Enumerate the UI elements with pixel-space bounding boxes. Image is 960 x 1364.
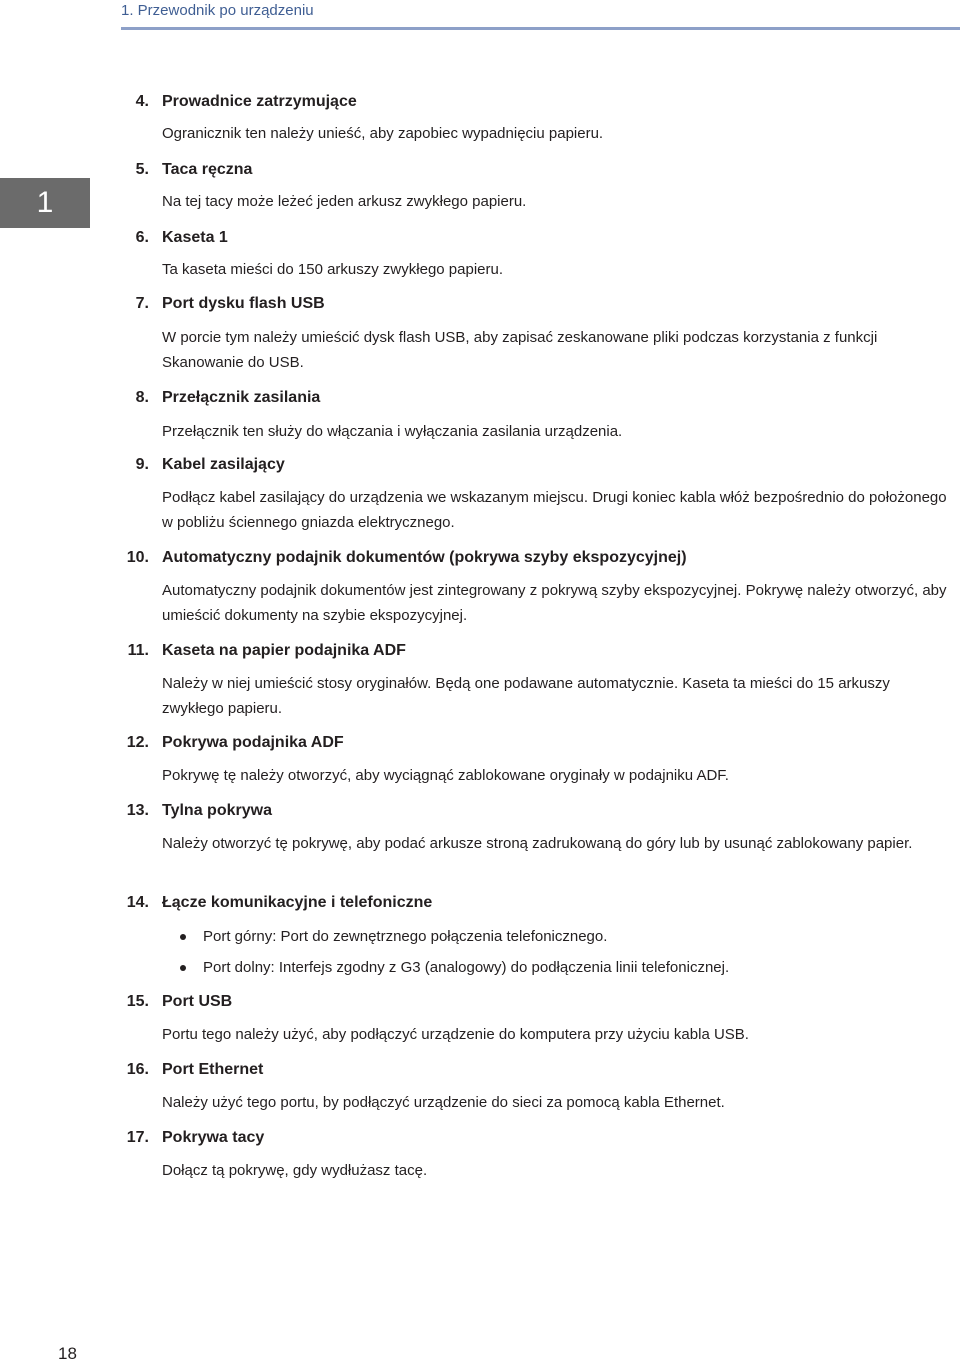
item-title: Łącze komunikacyjne i telefoniczne bbox=[162, 894, 433, 911]
list-item-heading bbox=[0, 990, 960, 1014]
list-item-heading bbox=[0, 226, 960, 250]
list-item-heading bbox=[0, 90, 960, 114]
list-item-heading bbox=[0, 386, 960, 410]
item-description: Należy otworzyć tę pokrywę, aby podać arkusze stroną zadrukowaną do góry lub by usunąć zablokowany papier. bbox=[162, 835, 913, 852]
item-number: 12. bbox=[126, 734, 149, 751]
list-item-heading bbox=[0, 292, 960, 316]
item-number: 16. bbox=[126, 1061, 149, 1078]
running-header: 1. Przewodnik po urządzeniu bbox=[121, 2, 314, 19]
item-number: 11. bbox=[127, 642, 149, 659]
item-description: Pokrywę tę należy otworzyć, aby wyciągnąć zablokowane oryginały w podajniku ADF. bbox=[162, 767, 729, 784]
item-description: Ta kaseta mieści do 150 arkuszy zwykłego papieru. bbox=[162, 261, 504, 278]
list-item-heading bbox=[0, 1126, 960, 1150]
list-item-heading bbox=[0, 639, 960, 663]
bullet-text: Port górny: Port do zewnętrznego połączenia telefonicznego. bbox=[203, 928, 608, 945]
item-description: Ogranicznik ten należy unieść, aby zapobiec wypadnięciu papieru. bbox=[162, 125, 604, 142]
chapter-tab: 1 bbox=[0, 178, 90, 228]
item-number: 10. bbox=[126, 549, 149, 566]
item-title: Kaseta 1 bbox=[162, 229, 228, 246]
item-number: 6. bbox=[135, 229, 149, 246]
item-number: 17. bbox=[126, 1129, 149, 1146]
header-divider bbox=[121, 27, 960, 30]
list-item-heading bbox=[0, 1058, 960, 1082]
item-title: Kabel zasilający bbox=[162, 456, 285, 473]
item-title: Port Ethernet bbox=[162, 1061, 264, 1078]
item-number: 5. bbox=[135, 161, 149, 178]
list-item-heading bbox=[0, 731, 960, 755]
item-title: Kaseta na papier podajnika ADF bbox=[162, 642, 406, 659]
item-title: Przełącznik zasilania bbox=[162, 389, 321, 406]
item-number: 14. bbox=[126, 894, 149, 911]
item-title: Prowadnice zatrzymujące bbox=[162, 93, 357, 110]
item-number: 8. bbox=[135, 389, 149, 406]
item-title: Automatyczny podajnik dokumentów (pokrywa szyby ekspozycyjnej) bbox=[162, 549, 687, 566]
list-item-heading bbox=[0, 799, 960, 823]
bullet-icon bbox=[180, 934, 186, 940]
item-title: Pokrywa tacy bbox=[162, 1129, 265, 1146]
list-item-heading bbox=[0, 891, 960, 915]
item-description: W porcie tym należy umieścić dysk flash USB, aby zapisać zeskanowane pliki podczas korzystania z funkcji Skanowanie do USB. bbox=[162, 329, 878, 371]
bullet-icon bbox=[180, 965, 186, 971]
item-title: Port USB bbox=[162, 993, 233, 1010]
page-number: 18 bbox=[58, 1344, 77, 1363]
item-number: 7. bbox=[135, 295, 149, 312]
item-title: Tylna pokrywa bbox=[162, 802, 272, 819]
item-description: Należy w niej umieścić stosy oryginałów. Będą one podawane automatycznie. Kaseta ta mieści do 15 arkuszy zwykłego papieru. bbox=[162, 675, 890, 717]
item-title: Port dysku flash USB bbox=[162, 295, 325, 312]
bullet-text: Port dolny: Interfejs zgodny z G3 (analogowy) do podłączenia linii telefonicznej. bbox=[203, 959, 730, 976]
item-number: 4. bbox=[135, 93, 149, 110]
item-description: Podłącz kabel zasilający do urządzenia we wskazanym miejscu. Drugi koniec kabla włóż bezpośrednio do położonego w pobliżu ściennego gniazda elektrycznego. bbox=[162, 489, 947, 531]
item-description: Należy użyć tego portu, by podłączyć urządzenie do sieci za pomocą kabla Ethernet. bbox=[162, 1094, 725, 1111]
list-item-heading bbox=[0, 158, 960, 182]
item-number: 9. bbox=[135, 456, 149, 473]
item-description: Na tej tacy może leżeć jeden arkusz zwykłego papieru. bbox=[162, 193, 527, 210]
item-description: Portu tego należy użyć, aby podłączyć urządzenie do komputera przy użyciu kabla USB. bbox=[162, 1026, 749, 1043]
item-number: 13. bbox=[126, 802, 149, 819]
item-description: Dołącz tą pokrywę, gdy wydłużasz tacę. bbox=[162, 1162, 428, 1179]
item-title: Pokrywa podajnika ADF bbox=[162, 734, 344, 751]
item-number: 15. bbox=[126, 993, 149, 1010]
list-item-heading bbox=[0, 546, 960, 570]
item-title: Taca ręczna bbox=[162, 161, 253, 178]
list-item-heading bbox=[0, 453, 960, 477]
item-description: Przełącznik ten służy do włączania i wyłączania zasilania urządzenia. bbox=[162, 423, 623, 440]
item-description: Automatyczny podajnik dokumentów jest zintegrowany z pokrywą szyby ekspozycyjnej. Pokrywę należy otworzyć, aby umieścić dokumenty na szybie ekspozycyjnej. bbox=[162, 582, 947, 624]
